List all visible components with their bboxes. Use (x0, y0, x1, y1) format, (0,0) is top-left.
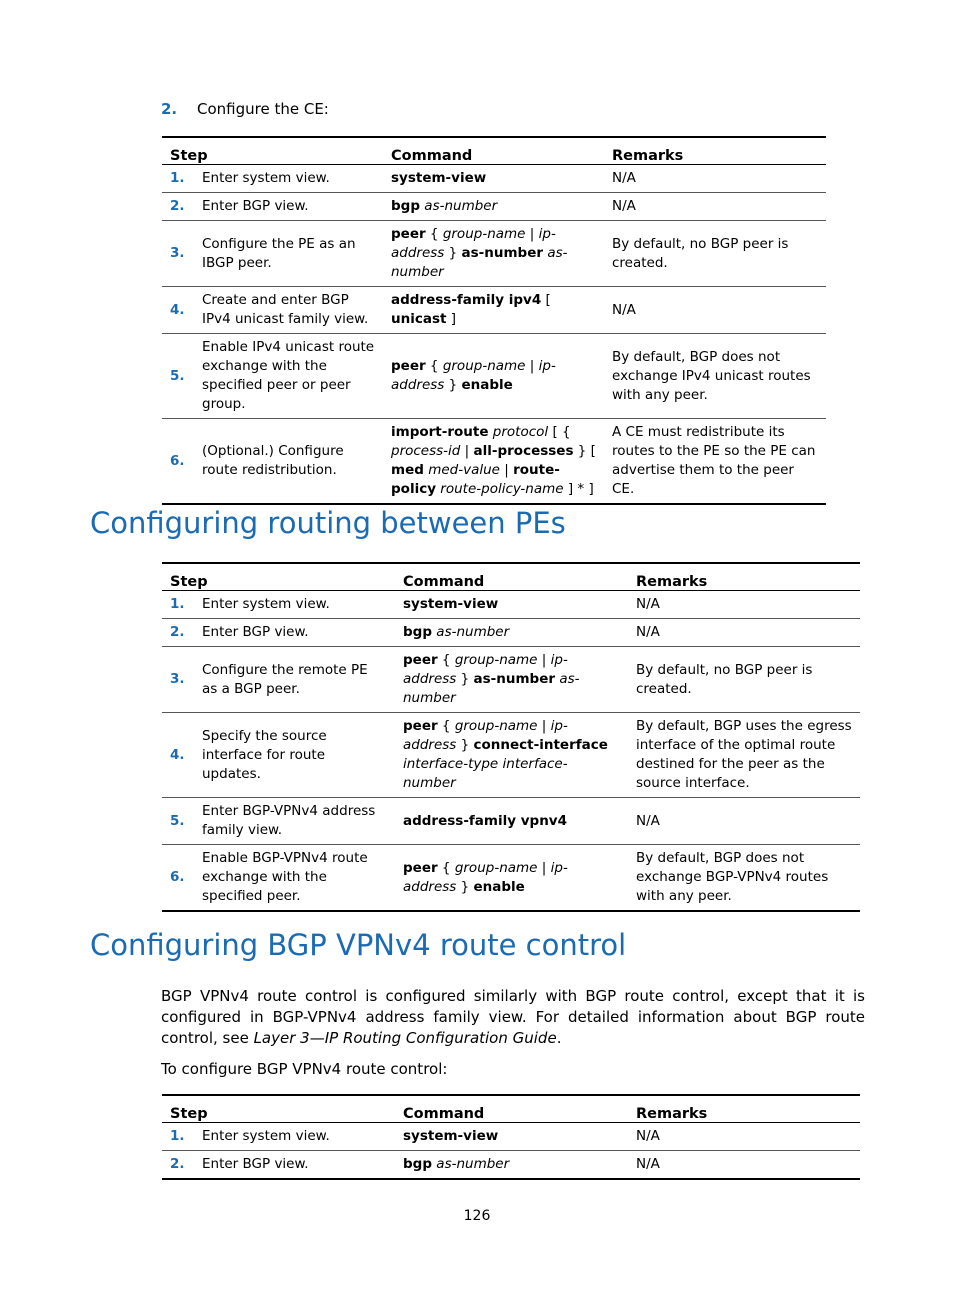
command-punctuation: | (499, 462, 514, 478)
command-keyword: address-family vpnv4 (403, 812, 567, 829)
step-number: 4. (162, 287, 194, 334)
ce-config-table (162, 136, 826, 505)
command-keyword: system-view (391, 170, 487, 186)
step-number: 5. (162, 334, 194, 419)
table-row (162, 165, 826, 193)
command-punctuation: } (444, 245, 462, 261)
step-number: 3. (162, 647, 194, 713)
command-punctuation: { (437, 652, 455, 668)
step-number: 2. (162, 193, 194, 221)
table-row (162, 619, 860, 647)
command-keyword: enable (461, 377, 513, 393)
command-punctuation: { (437, 718, 455, 734)
command-keyword: peer (403, 718, 438, 734)
step-number: 2. (161, 100, 178, 118)
step-description: (Optional.) Configure route redistribution. (194, 419, 383, 505)
command-punctuation: | (537, 652, 551, 668)
command-keyword: as-number (473, 671, 556, 687)
header-step: Step (162, 1095, 395, 1123)
step-description: Configure the remote PE as a BGP peer. (194, 647, 395, 713)
step-number: 6. (162, 845, 194, 912)
table-row (162, 1123, 860, 1151)
command-argument: ip-address (403, 718, 568, 753)
command-punctuation: [ (541, 292, 551, 308)
step-number: 3. (162, 221, 194, 287)
command-keyword: bgp (403, 624, 432, 640)
step-number: 1. (162, 591, 194, 619)
table-row (162, 193, 826, 221)
command-keyword: as-number (461, 245, 544, 261)
step-number: 1. (162, 1123, 194, 1151)
step-description: Enter BGP-VPNv4 address family view. (194, 798, 395, 845)
pe-routing-table (162, 562, 860, 912)
command-keyword: import-route (391, 424, 489, 440)
step-number: 1. (162, 165, 194, 193)
command-argument: route-policy-name (440, 481, 564, 497)
command-argument: group-name (442, 358, 526, 374)
remarks: N/A (604, 165, 826, 193)
guide-reference: Layer 3—IP Routing Configuration Guide (253, 1029, 557, 1047)
remarks: By default, BGP does not exchange BGP-VPNv4 routes with any peer. (628, 845, 860, 912)
remarks: By default, BGP does not exchange IPv4 unicast routes with any peer. (604, 334, 826, 419)
command-punctuation: { (425, 226, 443, 242)
command-syntax (395, 591, 628, 619)
command-punctuation: | (537, 718, 551, 734)
table-row (162, 334, 826, 419)
remarks: N/A (628, 1123, 860, 1151)
command-punctuation: [ { (548, 424, 571, 440)
command-syntax (395, 647, 628, 713)
remarks: A CE must redistribute its routes to the PE so the PE can advertise them to the peer CE. (604, 419, 826, 505)
command-argument: as-number (436, 624, 510, 640)
table-row (162, 798, 860, 845)
command-punctuation: | (537, 859, 551, 876)
section-title-bgp-vpnv4-route-control: Configuring BGP VPNv4 route control (90, 928, 627, 962)
command-argument: ip-address (403, 859, 568, 895)
command-punctuation: | (525, 226, 539, 242)
command-keyword: peer (391, 358, 426, 374)
header-command: Command (383, 137, 604, 165)
command-argument: as-number (436, 1156, 510, 1172)
step-number: 4. (162, 713, 194, 798)
command-keyword: peer (403, 652, 438, 668)
command-syntax (383, 221, 604, 287)
step-description: Enter BGP view. (194, 619, 395, 647)
header-step: Step (162, 563, 395, 591)
body-paragraph (161, 986, 865, 1049)
command-punctuation: } (444, 377, 462, 393)
command-punctuation: } [ (573, 443, 596, 459)
step-number: 6. (162, 419, 194, 505)
table-row (162, 845, 860, 912)
command-keyword: bgp (403, 1156, 432, 1172)
command-syntax (383, 287, 604, 334)
header-command: Command (395, 563, 628, 591)
header-command: Command (395, 1095, 628, 1123)
command-argument: med-value (428, 462, 500, 478)
command-argument: group-name (442, 226, 526, 242)
header-remarks: Remarks (628, 1095, 860, 1123)
command-syntax (395, 845, 628, 912)
paragraph-end: . (556, 1029, 562, 1047)
table-header-row (162, 1095, 860, 1123)
command-punctuation: | (460, 443, 474, 459)
command-punctuation: | (525, 358, 539, 374)
table-row (162, 1151, 860, 1180)
table-row (162, 647, 860, 713)
step-number: 2. (162, 1151, 194, 1180)
command-argument: group-name (454, 718, 538, 734)
table-row (162, 287, 826, 334)
command-keyword: all-processes (473, 443, 574, 459)
command-argument: process-id (391, 443, 461, 459)
step-description: Enter system view. (194, 165, 383, 193)
header-step: Step (162, 137, 383, 165)
step-description: Specify the source interface for route updates. (194, 713, 395, 798)
command-syntax (395, 1151, 628, 1180)
command-punctuation: ] (446, 311, 457, 327)
command-punctuation: } (456, 671, 474, 687)
command-syntax (383, 193, 604, 221)
command-keyword: system-view (403, 1128, 499, 1144)
step-text: Configure the CE: (197, 100, 329, 118)
table-header-row (162, 137, 826, 165)
command-syntax (395, 798, 628, 845)
step-description: Enter BGP view. (194, 1151, 395, 1180)
remarks: By default, no BGP peer is created. (604, 221, 826, 287)
step-number: 2. (162, 619, 194, 647)
command-syntax (383, 165, 604, 193)
table-row (162, 221, 826, 287)
header-remarks: Remarks (628, 563, 860, 591)
paragraph-text: BGP VPNv4 route control is configured similarly with BGP route control, except that it is configured in BGP-VPNv4 address family view. For detailed information about BGP route control, see (161, 987, 865, 1047)
command-syntax (383, 419, 604, 505)
remarks: N/A (604, 287, 826, 334)
step-description: Enter system view. (194, 1123, 395, 1151)
command-argument: group-name (454, 859, 538, 876)
step-description: Create and enter BGP IPv4 unicast family view. (194, 287, 383, 334)
step-number: 5. (162, 798, 194, 845)
command-argument: ip-address (403, 652, 568, 687)
command-keyword: unicast (391, 311, 447, 327)
remarks: N/A (628, 1151, 860, 1180)
command-keyword: address-family ipv4 (391, 292, 542, 308)
step-description: Enter BGP view. (194, 193, 383, 221)
command-argument: ip-address (391, 358, 556, 393)
command-punctuation: { (425, 358, 443, 374)
section-title-routing-between-pes: Configuring routing between PEs (90, 506, 566, 540)
command-keyword: system-view (403, 596, 499, 612)
command-syntax (395, 713, 628, 798)
command-punctuation: ] * ] (563, 481, 594, 497)
remarks: N/A (628, 798, 860, 845)
command-syntax (395, 1123, 628, 1151)
remarks: N/A (628, 591, 860, 619)
command-argument: as-number (424, 198, 498, 214)
remarks: N/A (604, 193, 826, 221)
command-syntax (383, 334, 604, 419)
command-punctuation: { (437, 859, 455, 876)
command-argument: as-number (403, 671, 580, 706)
step-description: Enable BGP-VPNv4 route exchange with the specified peer. (194, 845, 395, 912)
command-punctuation: } (456, 878, 474, 895)
step-description: Configure the PE as an IBGP peer. (194, 221, 383, 287)
command-keyword: med (391, 462, 424, 478)
command-keyword: connect-interface (473, 737, 608, 753)
step-description: Enable IPv4 unicast route exchange with the specified peer or peer group. (194, 334, 383, 419)
command-punctuation: } (456, 737, 474, 753)
table-intro-paragraph: To configure BGP VPNv4 route control: (161, 1060, 448, 1078)
header-remarks: Remarks (604, 137, 826, 165)
command-argument: interface-type interface-number (403, 756, 568, 791)
table-row (162, 591, 860, 619)
remarks: N/A (628, 619, 860, 647)
command-argument: as-number (391, 245, 568, 280)
command-argument: ip-address (391, 226, 556, 261)
command-keyword: bgp (391, 198, 420, 214)
command-keyword: enable (473, 878, 525, 895)
command-syntax (395, 619, 628, 647)
table-row (162, 419, 826, 505)
step-description: Enter system view. (194, 591, 395, 619)
remarks: By default, BGP uses the egress interface of the optimal route destined for the peer as the source interface. (628, 713, 860, 798)
command-keyword: route-policy (391, 462, 560, 497)
command-argument: group-name (454, 652, 538, 668)
command-keyword: peer (403, 859, 438, 876)
vpnv4-route-control-table (162, 1094, 860, 1180)
table-row (162, 713, 860, 798)
command-argument: protocol (492, 424, 549, 440)
remarks: By default, no BGP peer is created. (628, 647, 860, 713)
page-number: 126 (463, 1208, 491, 1224)
configure-ce-step (161, 100, 329, 118)
command-keyword: peer (391, 226, 426, 242)
table-header-row (162, 563, 860, 591)
